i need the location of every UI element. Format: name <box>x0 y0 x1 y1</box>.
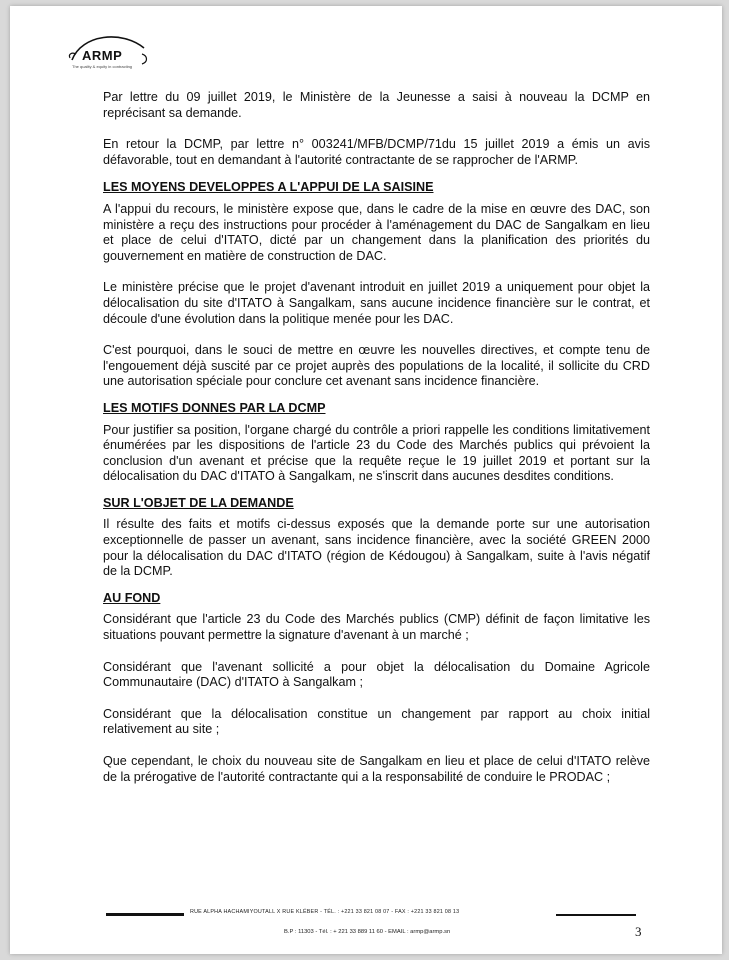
paragraph: En retour la DCMP, par lettre n° 003241/MFB/DCMP/71du 15 juillet 2019 a émis un avis défavorable, tout en demandant à l'autorité contractante de se rapprocher de l'ARMP. <box>103 137 650 167</box>
paragraph: Par lettre du 09 juillet 2019, le Ministère de la Jeunesse a saisi à nouveau la DCMP en reprécisant sa demande. <box>103 90 650 120</box>
page-number: 3 <box>635 924 642 939</box>
paragraph: Considérant que l'avenant sollicité a pour objet la délocalisation du Domaine Agricole Communautaire (DAC) d'ITATO à Sangalkam ; <box>103 659 650 690</box>
footer-address: RUE ALPHA HACHAMIYOUTALL X RUE KLÉBER - TÉL. : +221 33 821 08 07 - FAX : +221 33 821 08 13 <box>190 909 460 915</box>
footer-rule-left <box>106 913 184 916</box>
paragraph: C'est pourquoi, dans le souci de mettre en œuvre les nouvelles directives, et compte tenu de l'engouement déjà suscité par ce projet auprès des populations de la localité, il sollicite du CRD une autorisation spéciale pour conclure cet avenant sans incidence financière. <box>103 343 650 389</box>
section-heading: LES MOTIFS DONNES PAR LA DCMP <box>103 400 326 415</box>
logo-text: ARMP <box>82 48 123 63</box>
paragraph: Considérant que l'article 23 du Code des Marchés publics (CMP) définit de façon limitative les situations pouvant permettre la signature d'avenant à un marché ; <box>103 612 650 643</box>
document-body <box>103 90 650 785</box>
logo-tagline: The quality & equity in contracting <box>72 64 133 69</box>
section-heading: LES MOYENS DEVELOPPES A L'APPUI DE LA SAISINE <box>103 180 434 195</box>
paragraph: Considérant que la délocalisation constitue un changement par rapport au choix initial relativement au site ; <box>103 706 650 737</box>
armp-logo <box>62 28 152 78</box>
section-heading: AU FOND <box>103 590 161 605</box>
footer-contact: B.P : 11303 - Tél. : + 221 33 889 11 60 - EMAIL : armp@armp.sn <box>284 929 451 935</box>
paragraph: Il résulte des faits et motifs ci-dessus exposés que la demande porte sur une autorisation exceptionnelle de passer un avenant, sans incidence financière, avec la société GREEN 2000 pour la délocalisation du DAC d'ITATO (région de Kédougou) à Sangalkam, suite à l'avis négatif de la DCMP. <box>103 517 650 579</box>
paragraph: Pour justifier sa position, l'organe chargé du contrôle a priori rappelle les conditions limitativement énumérées par les dispositions de l'article 23 du Code des Marchés publics qui prévoient la conclusion d'un avenant et précise que la requête reçue le 19 juillet 2019 et portant sur la délocalisation du DAC d'ITATO à Sangalkam, ne s'inscrit dans aucunes desdites conditions. <box>103 422 650 484</box>
paragraph: A l'appui du recours, le ministère expose que, dans le cadre de la mise en œuvre des DAC, son ministère a reçu des instructions pour procéder à l'aménagement du DAC de Sangalkam en lieu et place de celui d'ITATO, dicté par un changement dans la planification des priorités du gouvernement en matière de construction de DAC. <box>103 201 650 263</box>
paragraph: Le ministère précise que le projet d'avenant introduit en juillet 2019 a uniquement pour objet la délocalisation du site d'ITATO à Sangalkam, sans aucune incidence financière sur le contrat, et découle d'une évolution dans la politique menée pour les DAC. <box>103 280 650 326</box>
footer-rule-right <box>556 914 636 916</box>
section-heading: SUR L'OBJET DE LA DEMANDE <box>103 495 294 510</box>
paragraph: Que cependant, le choix du nouveau site de Sangalkam en lieu et place de celui d'ITATO relève de la prérogative de l'autorité contractante qui a la responsabilité de conduire le PRODAC ; <box>103 754 650 784</box>
document-page <box>10 6 722 954</box>
